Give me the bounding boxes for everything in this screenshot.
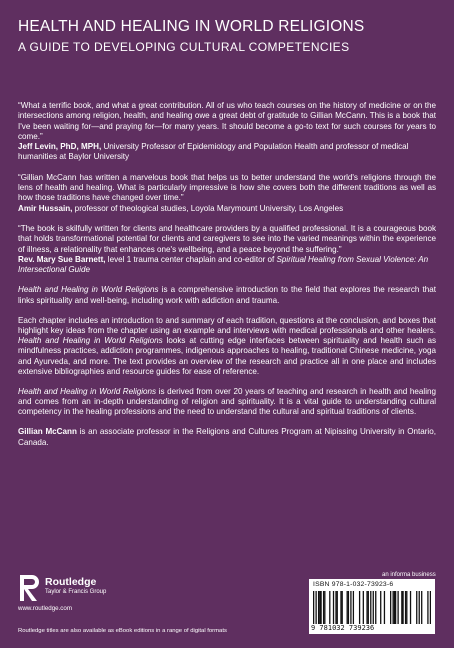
barcode-bar [333,591,334,624]
reviewer-affiliation-2: professor of theological studies, Loyola Marymount University, Los Angeles [72,203,344,213]
description-paragraph-3 [18,387,436,418]
barcode-bar [410,591,411,624]
publisher-website: www.routledge.com [18,605,72,612]
informa-caption: an informa business [382,572,436,578]
book-title: HEALTH AND HEALING IN WORLD RELIGIONS [18,18,365,35]
reviewer-book-3: Spiritual Healing from Sexual Violence: An Intersectional Guide [18,254,429,275]
reviewer-name-2: Amir Hussain, [18,203,73,213]
barcode-bar [359,591,360,624]
barcode-bar [347,591,348,624]
review-attribution-2 [18,204,436,214]
barcode-bar [384,591,385,624]
review-quote-3: “The book is skilfully written for clients and healthcare providers by a qualified professional. It is a courageous book that holds transformational potential for clients and caregivers to see into the varied meanings within the experience of illness, a relationality that enhances one's wellbeing, and a peace beyond the suffering.” [18,223,436,254]
reviewer-name-1: Jeff Levin, PhD, MPH, [18,142,102,152]
barcode-bar [368,591,369,624]
description-paragraph-2 [18,316,436,378]
author-bio-text: is an associate professor in the Religions and Cultures Program at Nipissing University in Ontario, Canada. [18,427,436,447]
barcode-bar [366,591,367,624]
description-text-2b: looks at cutting edge interfaces between spirituality and health such as mindfulness practices, addiction programmes, indigenous approaches to healing, traditional Chinese medicine, yoga and Ayurveda, and more. The text provides an overview of the research and practice all in one place and includes extensive bibliographies and resource guides for ease of reference. [18,336,436,377]
reviewer-affiliation-3: level 1 trauma center chaplain and co-editor of [105,254,277,264]
barcode-bar [421,591,422,624]
reviewer-name-3: Rev. Mary Sue Barnett, [18,254,106,264]
publisher-name: Routledge [45,576,97,588]
barcode-bar [353,591,354,624]
barcode-bar [419,591,420,624]
barcode-bar [329,591,330,624]
book-title-italic-2: Health and Healing in World Religions [18,336,163,346]
barcode-bar [380,591,381,624]
barcode-bar [320,591,321,624]
barcode-bar [394,591,395,624]
description-paragraph-1 [18,285,436,306]
barcode-bar [337,591,338,624]
barcode-bar [430,591,431,624]
barcode-bar [375,591,376,624]
description-text-2a: Each chapter includes an introduction to and summary of each tradition, questions at the conclusion, and boxes that highlight key ideas from the chapter using an example and interviews with medical professionals and other healers. [18,315,436,335]
book-title-italic-3: Health and Healing in World Religions [18,386,157,396]
barcode-bar [323,591,324,624]
barcode-bar [363,591,364,624]
cover-copy [18,101,436,457]
barcode-number: 9 781032 739236 [311,624,375,632]
barcode-bar [392,591,393,624]
review-quote-2: “Gillian McCann has written a marvelous book that helps us to better understand the world's religions through the lens of health and healing. What is particularly impressive is how she covers both the different traditions as well as how those traditions have changed over time.” [18,172,436,203]
barcode-bar [318,591,319,624]
barcode-bar [335,591,336,624]
ebook-note: Routledge titles are also available as eBook editions in a range of digital formats [18,628,227,634]
barcode-box [309,579,435,634]
review-attribution-3 [18,255,436,276]
author-name: Gillian McCann [18,427,77,437]
barcode-bar [315,591,316,624]
barcode-bar [340,591,341,624]
barcode-bar [401,591,402,624]
author-bio [18,427,436,448]
routledge-r-icon [18,573,42,603]
review-attribution-1 [18,142,436,163]
barcode-icon [313,591,431,624]
barcode-bar [390,591,391,624]
review-quote-1: “What a terrific book, and what a great contribution. All of us who teach courses on the history of medicine or on the intersections among religion, health, and healing owe a great debt of gratitude to Gillian McCann. This is a book that I've been waiting for—and praying for—for many years. It should become a go-to text for such courses for years to come.” [18,101,436,141]
barcode-bar [370,591,371,624]
publisher-logo [18,573,148,603]
description-text-3: is derived from over 20 years of teaching and research in health and healing and comes from an in-depth understanding of religion and spirituality. It is a vital guide to understanding cultural competency in the healing professions and the need to understand the cultural and spiritual traditions of clients. [18,386,436,417]
barcode-bar [342,591,343,624]
barcode-bar [416,591,417,624]
reviewer-affiliation-1: University Professor of Epidemiology and Population Health and professor of medical humanities at Baylor University [18,142,409,162]
book-title-italic-1: Health and Healing in World Religions [18,285,159,295]
publisher-group: Taylor & Francis Group [45,589,107,595]
barcode-bar [402,591,403,624]
barcode-bar [373,591,374,624]
barcode-bar [313,591,314,624]
barcode-bar [427,591,428,624]
isbn-label: ISBN 978-1-032-73923-6 [313,581,394,588]
barcode-bar [319,591,320,624]
book-subtitle: A GUIDE TO DEVELOPING CULTURAL COMPETENCIES [18,40,350,54]
description-text-1: is a comprehensive introduction to the field that explores the research that links spirituality and well-being, including work with addiction and trauma. [18,285,436,305]
barcode-bar [324,591,325,624]
barcode-bar [348,591,349,624]
barcode-bar [350,591,351,624]
barcode-bar [405,591,406,624]
barcode-bar [395,591,396,624]
barcode-bar [397,591,398,624]
barcode-bar [406,591,407,624]
